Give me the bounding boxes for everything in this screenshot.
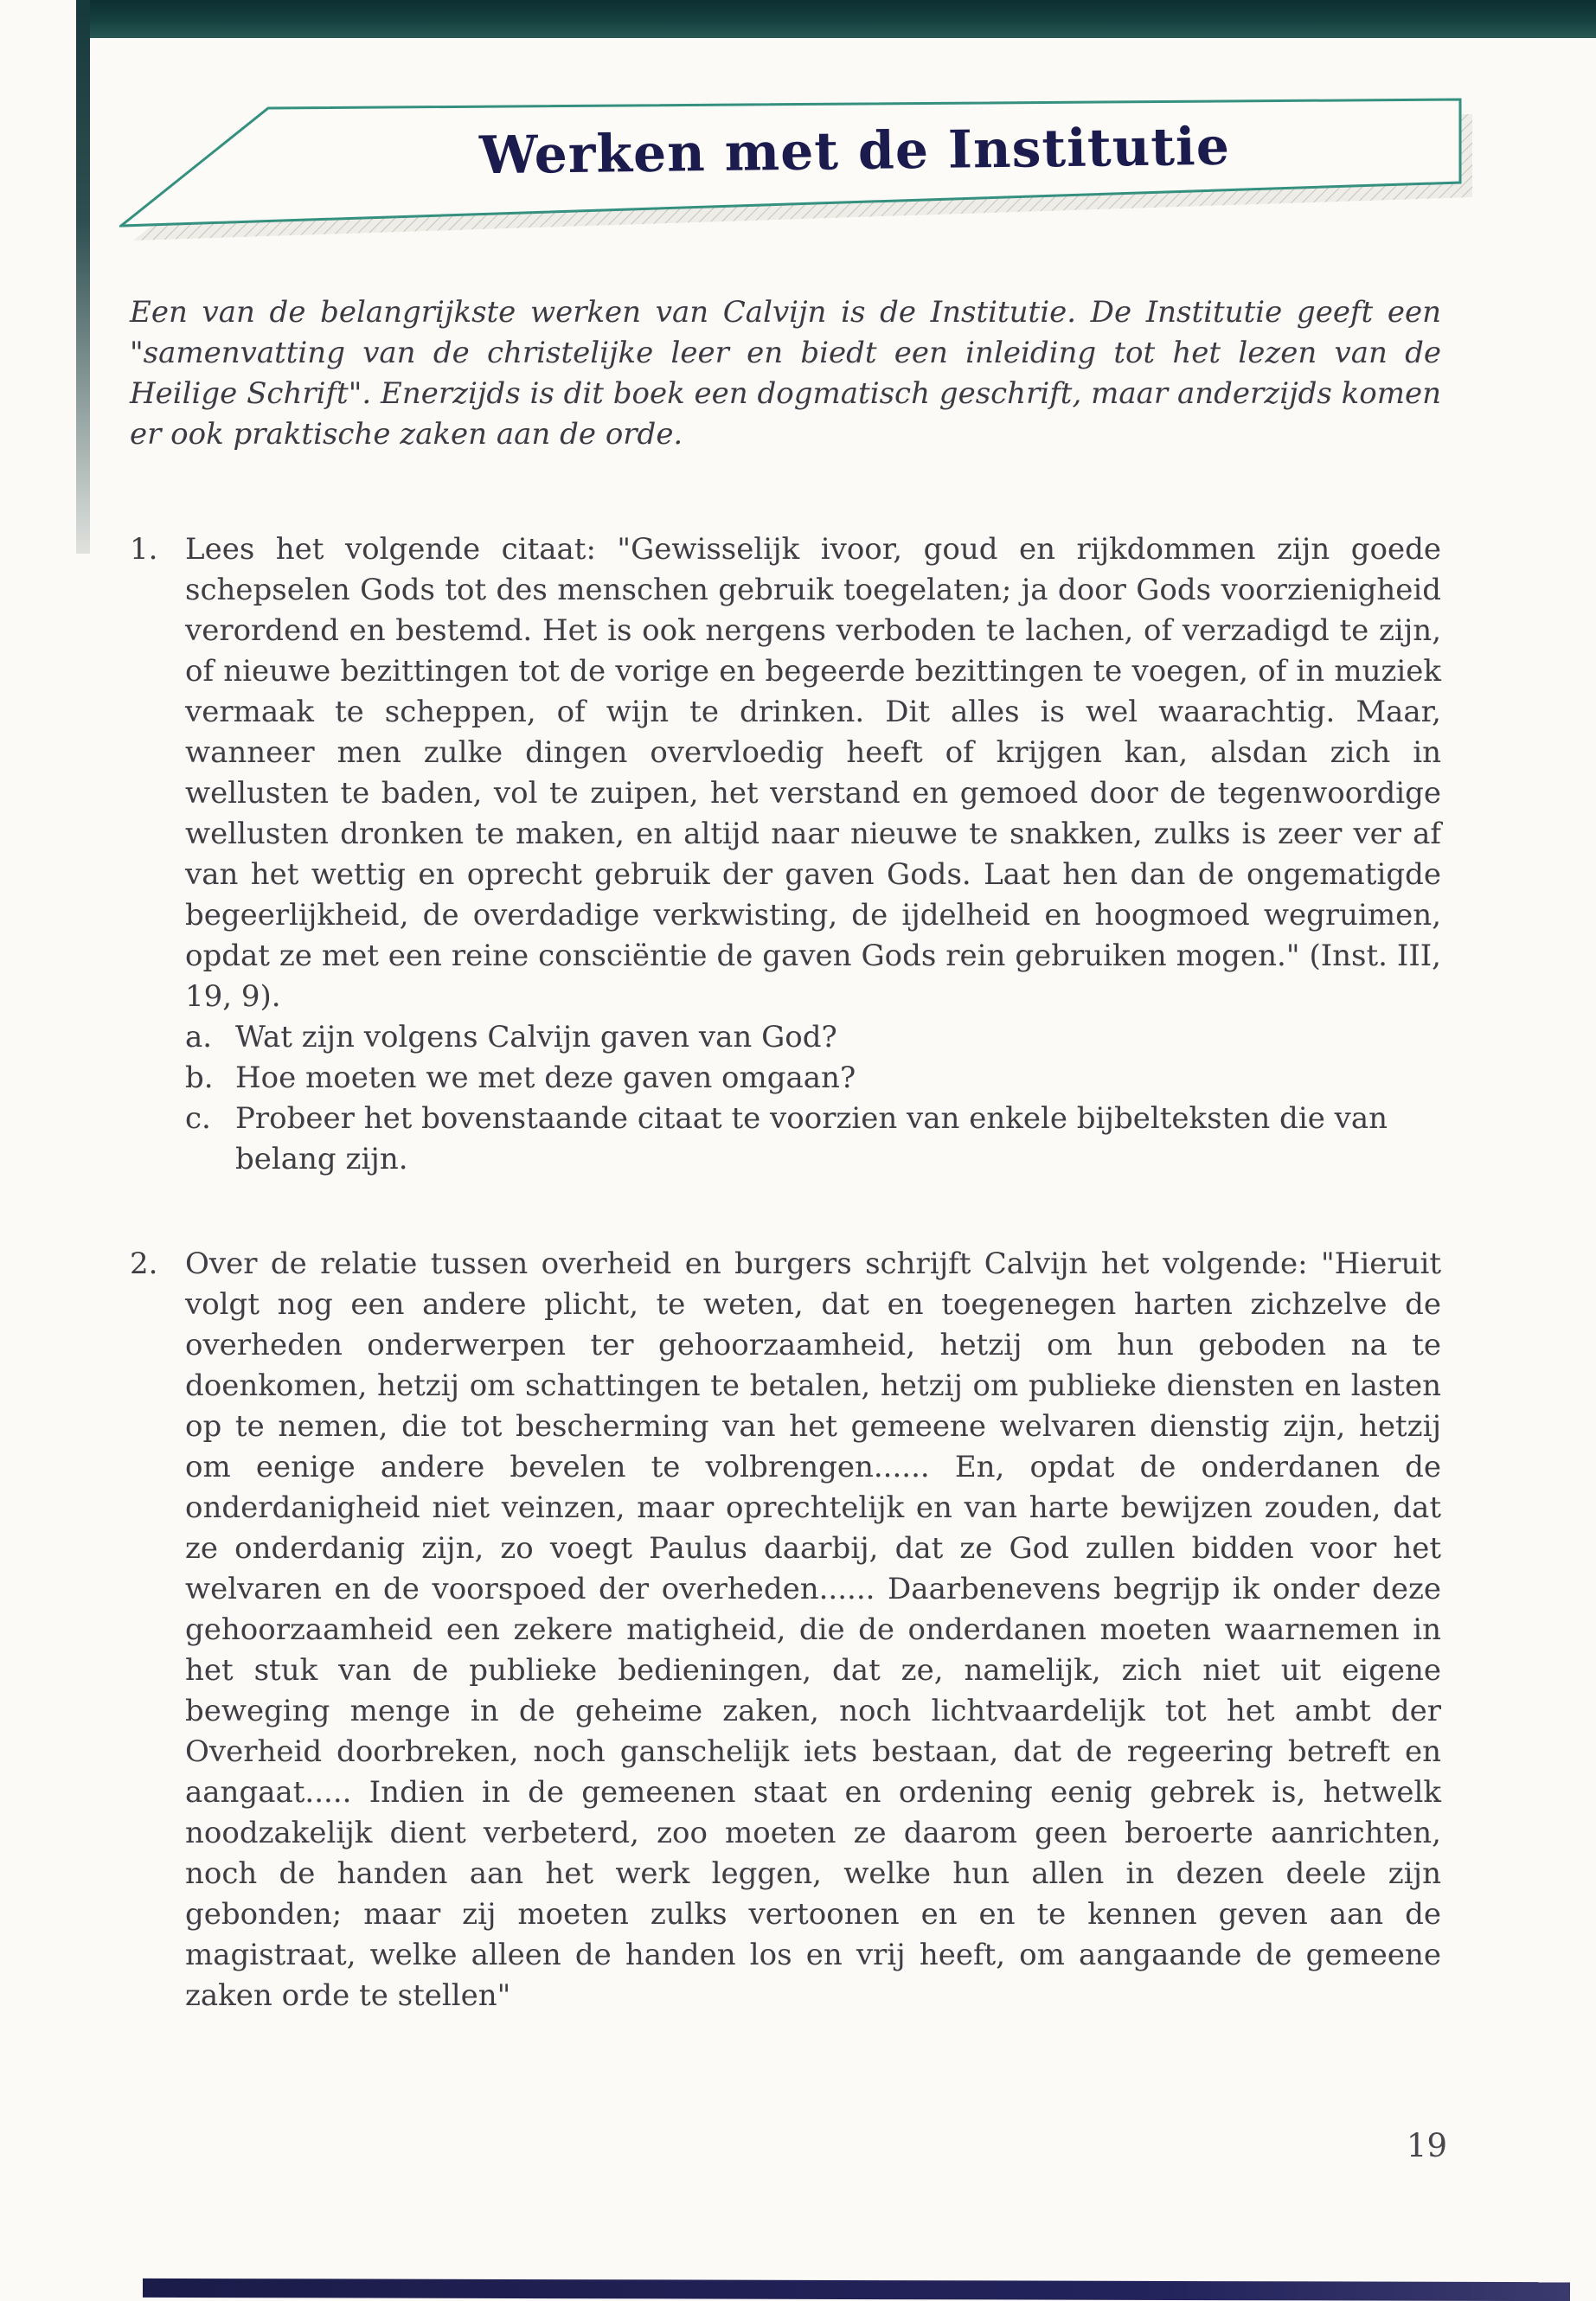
page-content (130, 292, 1441, 2016)
exercise-text: Lees het volgende citaat: "Gewisselijk ivoor, goud en rijkdommen zijn goede schepselen Gods tot des menschen gebruik toegelaten; ja door Gods voorzienigheid verordend en bestemd. Het is ook nergens verboden te lachen, of verzadigd te zijn, of nieuwe bezittingen tot de vorige en begeerde bezittingen te voegen, of in muziek vermaak te scheppen, of wijn te drinken. Dit alles is wel waarachtig. Maar, wanneer men zulke dingen overvloedig heeft of krijgen kan, alsdan zich in wellusten te baden, vol te zuipen, het verstand en gemoed door de tegenwoordige wellusten dronken te maken, en altijd naar nieuwe te snakken, zulks is zeer ver af van het wettig en oprecht gebruik der gaven Gods. Laat hen dan de ongematigde begeerlijkheid, de overdadige verkwisting, de ijdelheid en hoogmoed wegruimen, opdat ze met een reine consciëntie de gaven Gods rein gebruiken mogen." (Inst. III, 19, 9). (185, 532, 1441, 1014)
subitem-a (185, 1017, 1441, 1058)
subitem-b (185, 1058, 1441, 1099)
title-banner (119, 97, 1477, 261)
subitem-text: Probeer het bovenstaande citaat te voorzien van enkele bijbelteksten die van belang zijn. (235, 1101, 1388, 1176)
subitem-c (185, 1099, 1441, 1180)
page-number: 19 (1406, 2127, 1447, 2164)
exercise-item-1 (130, 529, 1441, 1180)
subitem-text: Hoe moeten we met deze gaven omgaan? (235, 1061, 856, 1095)
exercise-item-2 (130, 1244, 1441, 2016)
exercise-text: Over de relatie tussen overheid en burgers schrijft Calvijn het volgende: "Hieruit volgt nog een andere plicht, te weten, dat en toegenegen harten zichzelve de overheden onderwerpen ter gehoorzaamheid, hetzij om hun geboden na te doenkomen, hetzij om schattingen te betalen, hetzij om publieke diensten en lasten op te nemen, die tot bescherming van het gemeene welvaren dienstig zijn, hetzij om eenige andere bevelen te volbrengen...... En, opdat de onderdanen de onderdanigheid niet veinzen, maar oprechtelijk en van harte bewijzen zouden, dat ze onderdanig zijn, zo voegt Paulus daarbij, dat ze God zullen bidden voor het welvaren en de voorspoed der overheden...... Daarbenevens begrijp ik onder deze gehoorzaamheid een zekere matigheid, die de onderdanen moeten waarnemen in het stuk van de publieke bedieningen, dat ze, namelijk, zich niet uit eigene beweging menge in de geheime zaken, noch lichtvaardelijk tot het ambt der Overheid doorbreken, noch ganschelijk iets bestaan, dat de regeering betreft en aangaat..... Indien in de gemeenen staat en ordening eenig gebrek is, hetwelk noodzakelijk dient verbeterd, zoo moeten ze daarom geen beroerte aanrichten, noch de handen aan het werk leggen, welke hun allen in dezen deele zijn gebonden; maar zij moeten zulks vertoonen en en te kennen geven aan de magistraat, welke alleen de handen los en vrij heeft, om aangaande de gemeene zaken orde te stellen" (185, 1247, 1441, 2013)
page-title: Werken met de Institutie (478, 116, 1231, 187)
subitem-label: b. (185, 1061, 214, 1095)
scan-top-edge (76, 0, 1596, 38)
subitem-label: a. (185, 1020, 213, 1054)
subitem-text: Wat zijn volgens Calvijn gaven van God? (235, 1020, 837, 1054)
scan-left-edge (76, 0, 90, 554)
intro-paragraph: Een van de belangrijkste werken van Calvijn is de Institutie. De Institutie geeft een "samenvatting van de christelijke leer en biedt een inleiding tot het lezen van de Heilige Schrift". Enerzijds is dit boek een dogmatisch geschrift, maar anderzijds komen er ook praktische zaken aan de orde. (130, 295, 1441, 452)
exercise-subitems (185, 1017, 1441, 1180)
subitem-label: c. (185, 1101, 211, 1136)
exercise-number: 2. (130, 1247, 158, 1281)
exercise-number: 1. (130, 532, 158, 567)
scan-bottom-edge (143, 2279, 1570, 2301)
